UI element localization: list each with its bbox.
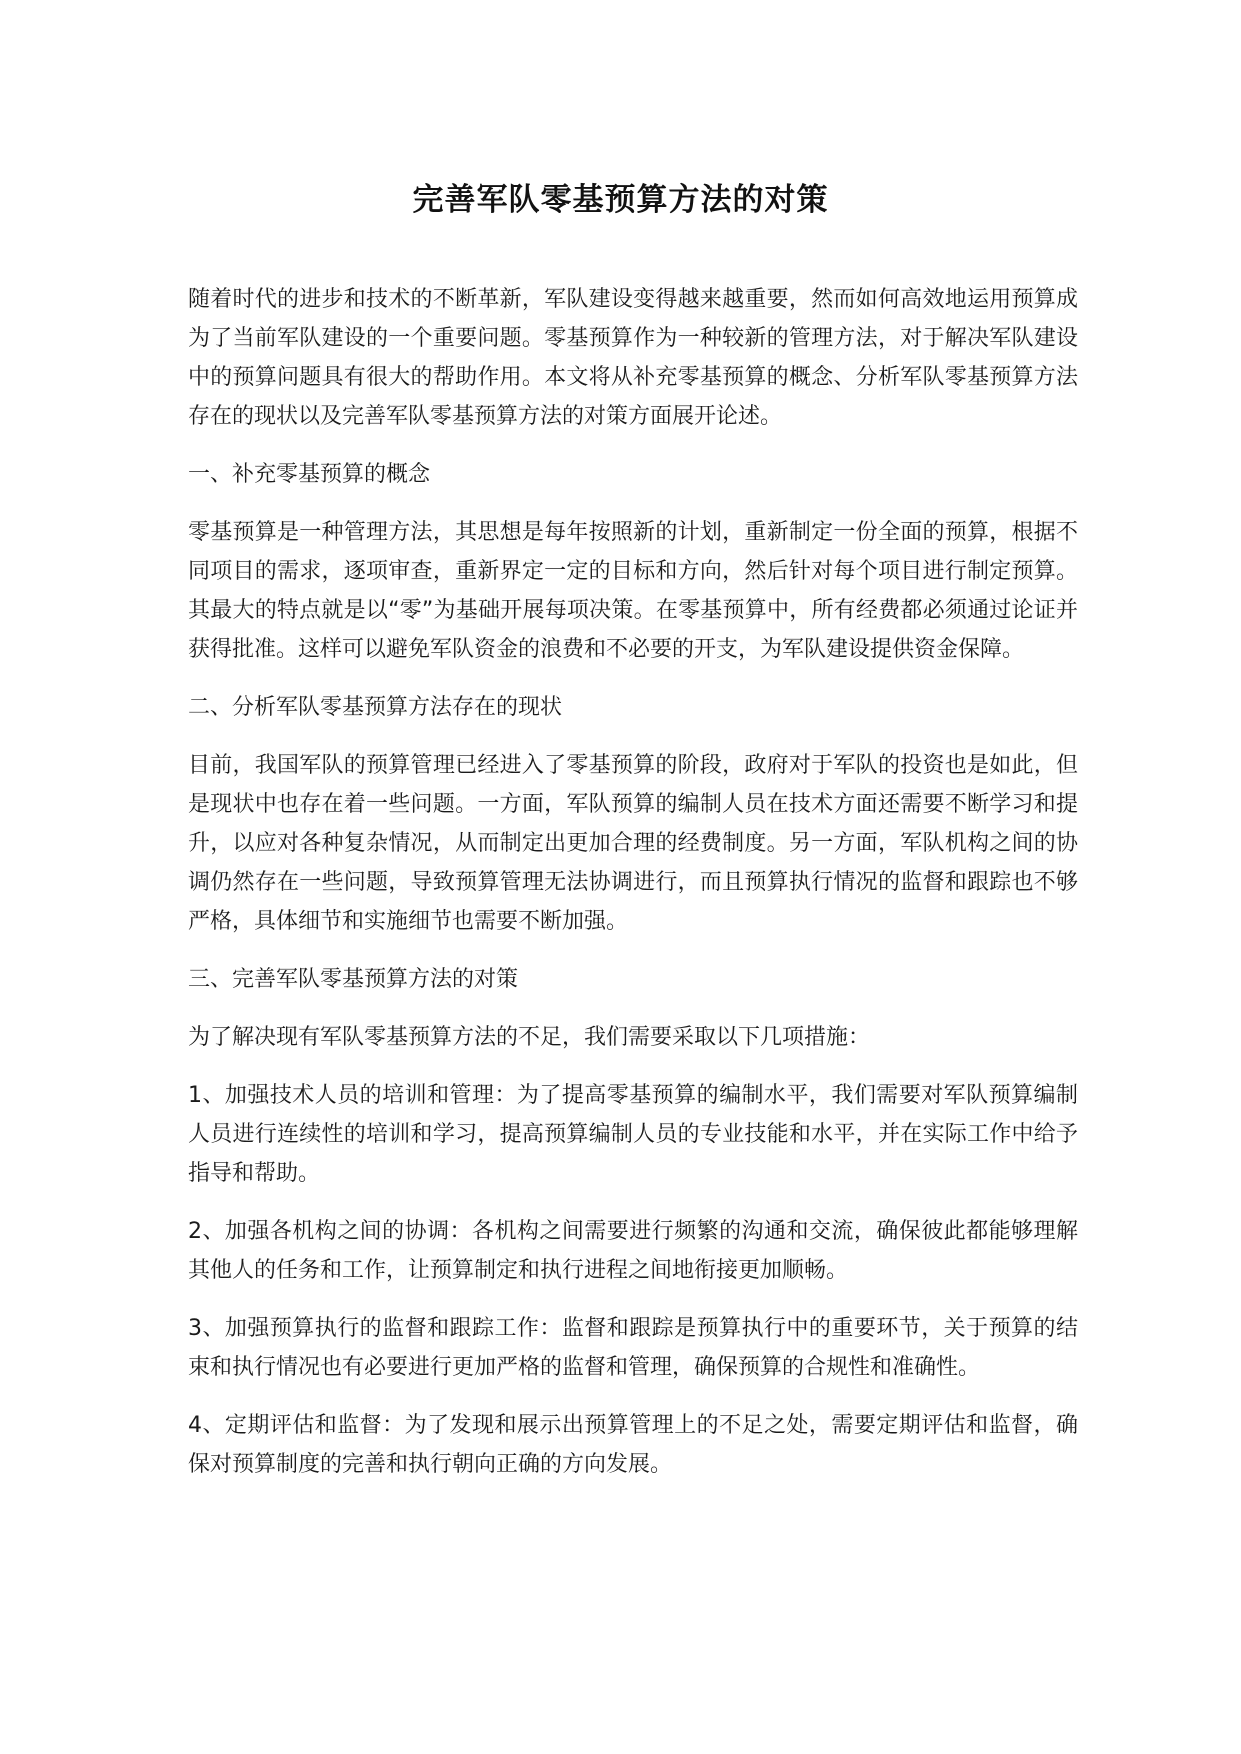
intro-paragraph: 随着时代的进步和技术的不断革新，军队建设变得越来越重要，然而如何高效地运用预算成为了当前军队建设的一个重要问题。零基预算作为一种较新的管理方法，对于解决军队建设中的预算问题具有很大的帮助作用。本文将从补充零基预算的概念、分析军队零基预算方法存在的现状以及完善军队零基预算方法的对策方面展开论述。 — [188, 287, 1078, 429]
measure-item: 4、定期评估和监督：为了发现和展示出预算管理上的不足之处，需要定期评估和监督，确保对预算制度的完善和执行朝向正确的方向发展。 — [188, 1413, 1078, 1477]
document-body — [188, 280, 1078, 1503]
section-1-heading: 一、补充零基预算的概念 — [188, 462, 431, 487]
measure-item: 2、加强各机构之间的协调：各机构之间需要进行频繁的沟通和交流，确保彼此都能够理解其他人的任务和工作，让预算制定和执行进程之间地衔接更加顺畅。 — [188, 1219, 1078, 1283]
section-1-paragraph: 零基预算是一种管理方法，其思想是每年按照新的计划，重新制定一份全面的预算，根据不同项目的需求，逐项审查，重新界定一定的目标和方向，然后针对每个项目进行制定预算。其最大的特点就是以“零”为基础开展每项决策。在零基预算中，所有经费都必须通过论证并获得批准。这样可以避免军队资金的浪费和不必要的开支，为军队建设提供资金保障。 — [188, 520, 1078, 662]
section-3-intro: 为了解决现有军队零基预算方法的不足，我们需要采取以下几项措施： — [188, 1025, 871, 1050]
measure-item: 3、加强预算执行的监督和跟踪工作：监督和跟踪是预算执行中的重要环节，关于预算的结束和执行情况也有必要进行更加严格的监督和管理，确保预算的合规性和准确性。 — [188, 1316, 1078, 1380]
section-2-paragraph: 目前，我国军队的预算管理已经进入了零基预算的阶段，政府对于军队的投资也是如此，但是现状中也存在着一些问题。一方面，军队预算的编制人员在技术方面还需要不断学习和提升，以应对各种复杂情况，从而制定出更加合理的经费制度。另一方面，军队机构之间的协调仍然存在一些问题，导致预算管理无法协调进行，而且预算执行情况的监督和跟踪也不够严格，具体细节和实施细节也需要不断加强。 — [188, 753, 1078, 934]
measure-item: 1、加强技术人员的培训和管理：为了提高零基预算的编制水平，我们需要对军队预算编制人员进行连续性的培训和学习，提高预算编制人员的专业技能和水平，并在实际工作中给予指导和帮助。 — [188, 1083, 1078, 1186]
document-title: 完善军队零基预算方法的对策 — [412, 182, 829, 218]
section-2-heading: 二、分析军队零基预算方法存在的现状 — [188, 695, 563, 720]
section-3-heading: 三、完善军队零基预算方法的对策 — [188, 967, 519, 992]
